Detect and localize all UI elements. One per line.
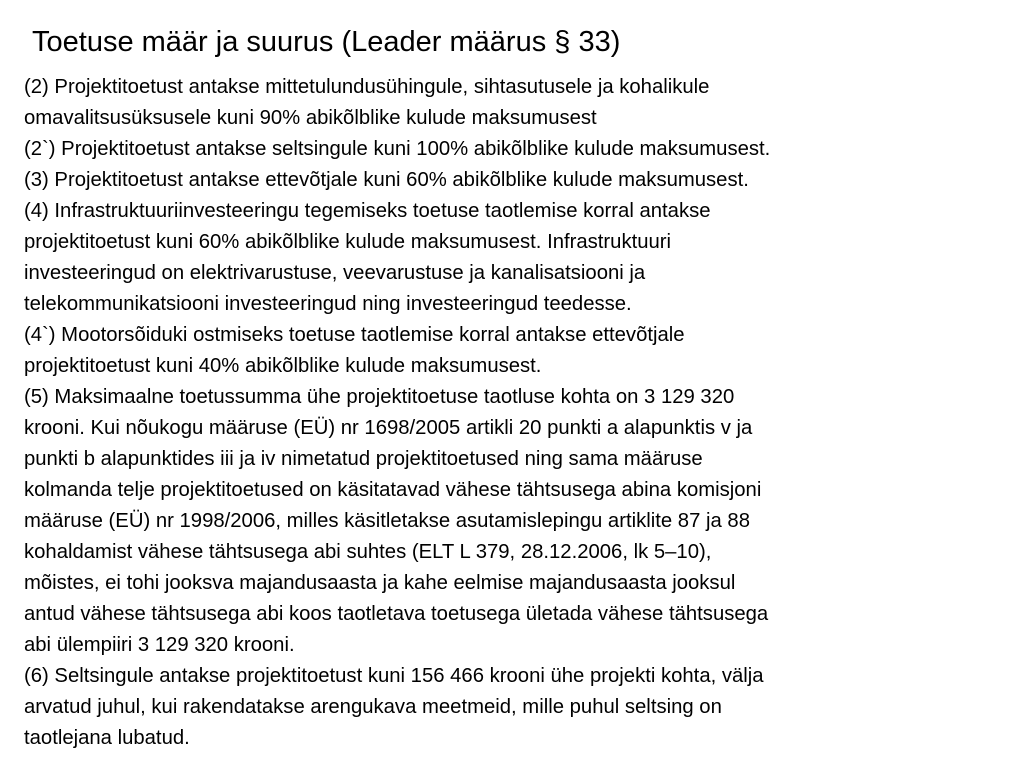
text-line: (3) Projektitoetust antakse ettevõtjale kuni 60% abikõlblike kulude maksumusest. [24,169,749,191]
text-line: projektitoetust kuni 60% abikõlblike kulude maksumusest. Infrastruktuuri [24,231,672,253]
text-line: krooni. Kui nõukogu määruse (EÜ) nr 1698/2005 artikli 20 punkti a alapunktis v ja [24,417,753,439]
text-line: investeeringud on elektrivarustuse, veevarustuse ja kanalisatsiooni ja [24,262,646,284]
text-line: antud vähese tähtsusega abi koos taotletava toetusega ületada vähese tähtsusega [24,603,769,625]
text-line: määruse (EÜ) nr 1998/2006, milles käsitletakse asutamislepingu artiklite 87 ja 88 [24,510,750,532]
paragraph-4 [24,196,1014,320]
text-line: taotlejana lubatud. [24,727,190,749]
paragraph-5 [24,382,1014,661]
text-line: omavalitsusüksusele kuni 90% abikõlblike kulude maksumusest [24,107,597,129]
text-line: kolmanda telje projektitoetused on käsitatavad vähese tähtsusega abina komisjoni [24,479,762,501]
paragraph-2 [24,72,1014,134]
text-line: (5) Maksimaalne toetussumma ühe projektitoetuse taotluse kohta on 3 129 320 [24,386,735,408]
text-line: mõistes, ei tohi jooksva majandusaasta ja kahe eelmise majandusaasta jooksul [24,572,736,594]
text-line: (2) Projektitoetust antakse mittetulundusühingule, sihtasutusele ja kohalikule [24,76,710,98]
text-line: (2`) Projektitoetust antakse seltsingule kuni 100% abikõlblike kulude maksumusest. [24,138,771,160]
text-line: (4`) Mootorsõiduki ostmiseks toetuse taotlemise korral antakse ettevõtjale [24,324,685,346]
slide-title: Toetuse määr ja suurus (Leader määrus § 33) [32,26,621,58]
paragraph-3 [24,165,1014,196]
text-line: arvatud juhul, kui rakendatakse arengukava meetmeid, mille puhul seltsing on [24,696,722,718]
text-line: (4) Infrastruktuuriinvesteeringu tegemiseks toetuse taotlemise korral antakse [24,200,711,222]
paragraph-2-prime [24,134,1014,165]
text-line: telekommunikatsiooni investeeringud ning investeeringud teedesse. [24,293,632,315]
paragraph-6 [24,661,1014,754]
paragraph-4-prime [24,320,1014,382]
text-line: (6) Seltsingule antakse projektitoetust kuni 156 466 krooni ühe projekti kohta, välja [24,665,764,687]
text-line: kohaldamist vähese tähtsusega abi suhtes (ELT L 379, 28.12.2006, lk 5–10), [24,541,712,563]
text-line: punkti b alapunktides iii ja iv nimetatud projektitoetused ning sama määruse [24,448,703,470]
text-line: projektitoetust kuni 40% abikõlblike kulude maksumusest. [24,355,542,377]
slide-body [24,72,1014,754]
text-line: abi ülempiiri 3 129 320 krooni. [24,634,295,656]
